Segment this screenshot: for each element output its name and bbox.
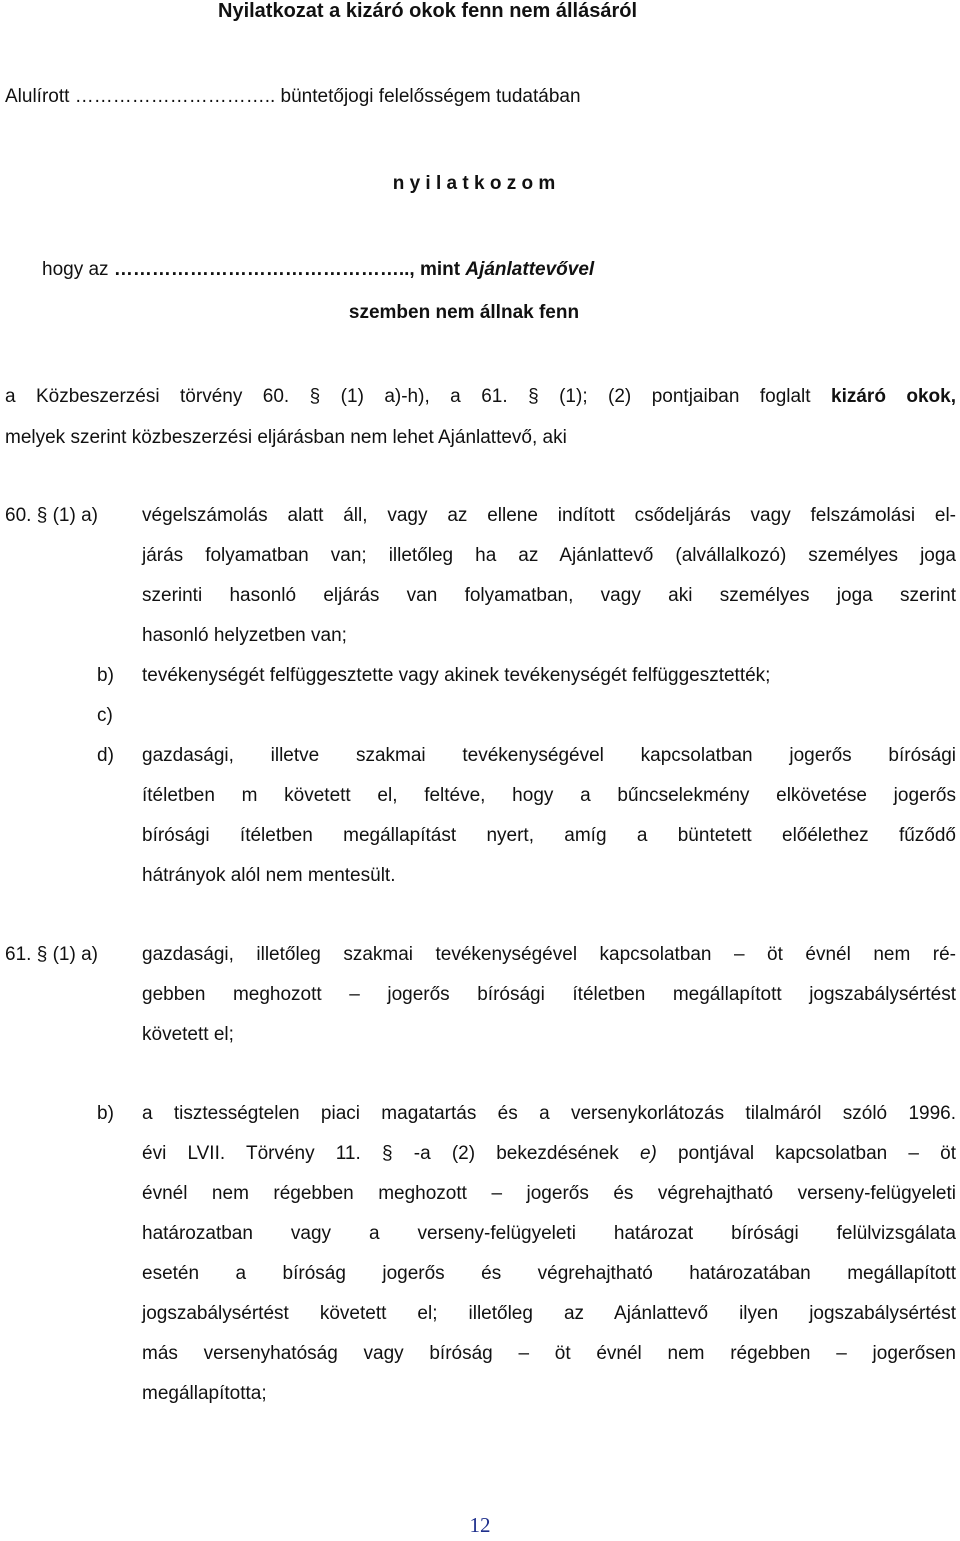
section-sign: § <box>381 1143 393 1164</box>
s60-d-line: ítéletben m követett el, feltéve, hogy a bűncselekmény elkövetése jogerős <box>142 785 956 806</box>
s61-b-text-c: pontjával kapcsolatban – öt <box>678 1143 957 1164</box>
s61-a-line: gazdasági, illetőleg szakmai tevékenységével kapcsolatban – öt évnél nem ré- <box>142 944 956 965</box>
paragraph-label: (1) a) <box>52 944 98 965</box>
s60-a-line: végelszámolás alatt áll, vagy az ellene indított csődeljárás vagy felszámolási el- <box>142 505 956 526</box>
s61-a-line: gebben meghozott – jogerős bírósági ítéletben megállapított jogszabálysértést <box>142 984 956 1005</box>
intro-line <box>5 86 955 108</box>
declare-heading: n y i l a t k o z o m <box>392 173 556 194</box>
section-61-label <box>5 944 98 966</box>
s60-label-c: c) <box>97 705 113 726</box>
company-blank: ……………………………………….. <box>113 259 410 280</box>
section-sign: § <box>528 386 539 407</box>
kozb-text-c: (1); (2) pontjaiban foglalt <box>559 386 811 407</box>
s61-b-line: a tisztességtelen piaci magatartás és a versenykorlátozás tilalmáról szóló 1996. <box>142 1103 956 1124</box>
paragraph-label: (1) a) <box>52 505 98 526</box>
s60-a-line: járás folyamatban van; illetőleg ha az Ajánlattevő (alvállalkozó) személyes joga <box>142 545 956 566</box>
section-60-label <box>5 505 98 527</box>
kozb-line-1 <box>5 386 956 408</box>
intro-prefix: Alulírott <box>5 86 70 107</box>
s61-b-line: más versenyhatóság vagy bíróság – öt évnél nem régebben – jogerősen <box>142 1343 956 1364</box>
hogy-line <box>42 259 594 281</box>
s60-d-line: gazdasági, illetve szakmai tevékenységével kapcsolatban jogerős bírósági <box>142 745 956 766</box>
kizaro-okok: kizáró okok, <box>831 386 957 407</box>
section-sign: § <box>36 944 48 965</box>
s61-b-line: évnél nem régebben meghozott – jogerős és végrehajtható verseny-felügyeleti <box>142 1183 956 1204</box>
s60-label-b: b) <box>97 665 114 686</box>
page-number: 12 <box>469 1513 491 1537</box>
s61-b-text-b: -a (2) bekezdésének <box>413 1143 619 1164</box>
intro-suffix: büntetőjogi felelősségem tudatában <box>280 86 581 107</box>
ajanlattevo-word: Ajánlattevővel <box>465 259 595 280</box>
s61-b-text-a: évi LVII. Törvény 11. <box>142 1143 361 1164</box>
section-sign: § <box>36 505 48 526</box>
point-e: e) <box>639 1143 657 1164</box>
s60-label-d: d) <box>97 745 114 766</box>
kozb-text-a: a Közbeszerzési törvény 60. <box>5 386 290 407</box>
s61-b-line: határozatban vagy a verseny-felügyeleti határozat bírósági felülvizsgálata <box>142 1223 956 1244</box>
s61-b-line: esetén a bíróság jogerős és végrehajtható határozatában megállapított <box>142 1263 956 1284</box>
s60-a-line: szerinti hasonló eljárás van folyamatban, vagy aki személyes joga szerint <box>142 585 956 606</box>
kozb-text-b: (1) a)-h), a 61. <box>340 386 508 407</box>
section-number: 60. <box>5 505 32 526</box>
hogy-prefix: hogy az <box>42 259 109 280</box>
kozb-line-2: melyek szerint közbeszerzési eljárásban nem lehet Ajánlattevő, aki <box>5 427 567 448</box>
s61-b-line: megállapította; <box>142 1383 267 1404</box>
s60-a-line: hasonló helyzetben van; <box>142 625 347 646</box>
section-sign: § <box>309 386 321 407</box>
s61-b-line-2 <box>142 1143 956 1165</box>
s61-a-line: követett el; <box>142 1024 234 1045</box>
document-title: Nyilatkozat a kizáró okok fenn nem állásáról <box>218 0 638 22</box>
szemben-line: szemben nem állnak fenn <box>348 302 580 323</box>
name-blank: ………………………….. <box>74 86 276 107</box>
mint-text: , mint <box>409 259 461 280</box>
s61-b-line: jogszabálysértést követett el; illetőleg az Ajánlattevő ilyen jogszabálysértést <box>142 1303 956 1324</box>
s60-d-line: hátrányok alól nem mentesült. <box>142 865 396 886</box>
s60-d-line: bírósági ítéletben megállapítást nyert, amíg a büntetett előélethez fűződő <box>142 825 956 846</box>
s61-label-b: b) <box>97 1103 114 1124</box>
s60-b-line: tevékenységét felfüggesztette vagy akinek tevékenységét felfüggesztették; <box>142 665 771 686</box>
section-number: 61. <box>5 944 32 965</box>
